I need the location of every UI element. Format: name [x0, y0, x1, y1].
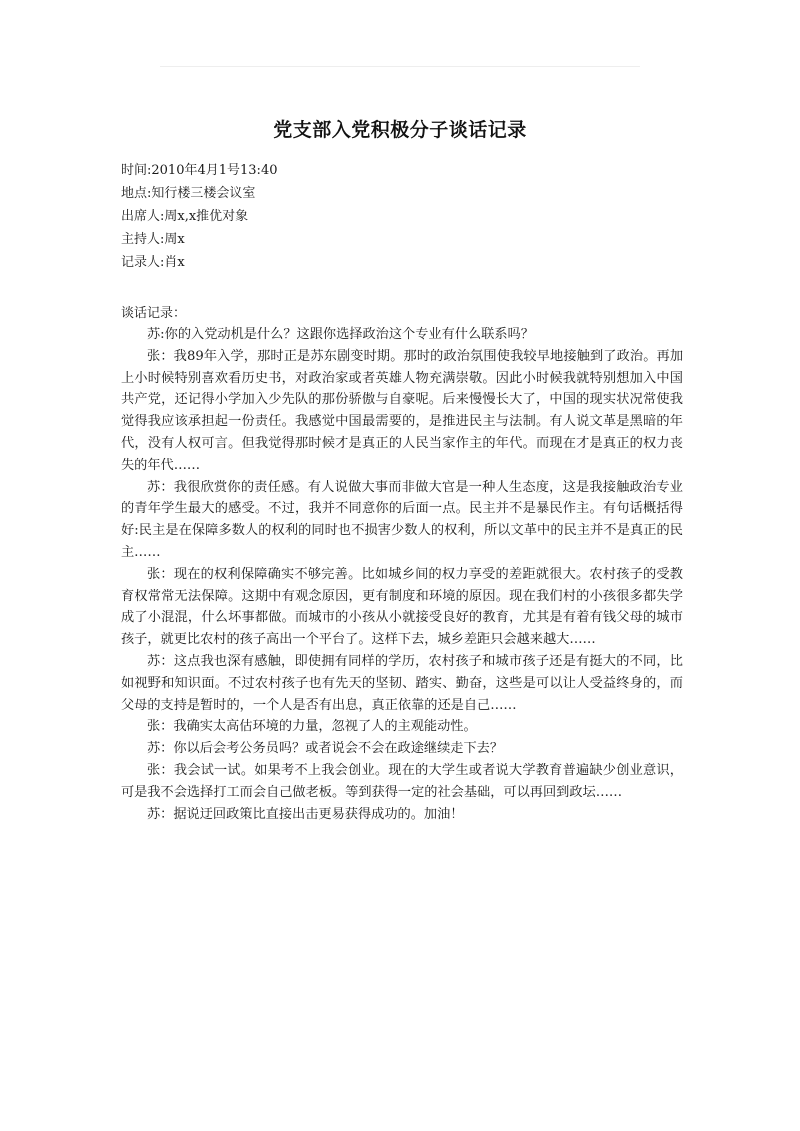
meeting-time — [121, 159, 681, 182]
meeting-attendees-label: 出席人: — [121, 209, 165, 224]
transcript-turn — [121, 324, 683, 346]
speaker-name: 张： — [147, 762, 174, 778]
meeting-time-value: 2010年4月1号13:40 — [151, 163, 278, 178]
meeting-location — [121, 182, 681, 205]
meeting-location-label: 地点: — [121, 186, 152, 201]
turn-text: 我89年入学，那时正是苏东剧变时期。那时的政治氛围使我较早地接触到了政治。再加上小时候特别喜欢看历史书，对政治家或者英雄人物充满崇敬。因此小时候我就特别想加入中国共产党，还记得小学加入少先队的那份骄傲与自豪呢。后来慢慢长大了，中国的现实状况常使我觉得我应该承担起一份责任。我感觉中国最需要的，是推进民主与法制。有人说文革是黑暗的年代，没有人权可言。但我觉得那时候才是真正的人民当家作主的年代。而现在才是真正的权力丧失的年代…… — [121, 348, 684, 473]
turn-text: 你的入党动机是什么？这跟你选择政治这个专业有什么联系吗？ — [164, 327, 534, 342]
turn-text: 现在的权利保障确实不够完善。比如城乡间的权力享受的差距就很大。农村孩子的受教育权常常无法保障。这期中有观念原因，更有制度和环境的原因。现在我们村的小孩很多都失学成了小混混，什么坏事都做。而城市的小孩从小就接受良好的教育，尤其是有着有钱父母的城市孩子，就更比农村的孩子高出一个平台了。这样下去，城乡差距只会越来越大…… — [121, 566, 683, 648]
transcript-turn — [121, 716, 683, 738]
meeting-recorder — [121, 251, 681, 274]
turn-text: 我会试一试。如果考不上我会创业。现在的大学生或者说大学教育普遍缺少创业意识，可是我不会选择打工而会自己做老板。等到获得一定的社会基础，可以再回到政坛…… — [121, 762, 683, 800]
meeting-info — [121, 159, 681, 274]
transcript-turn — [121, 804, 683, 826]
transcript-turn — [121, 738, 683, 760]
speaker-name: 苏： — [147, 741, 174, 757]
meeting-attendees — [121, 205, 681, 228]
transcript-turn — [121, 760, 683, 804]
meeting-host-label: 主持人: — [121, 232, 165, 247]
turn-text: 我确实太高估环境的力量，忽视了人的主观能动性。 — [173, 719, 477, 735]
transcript-turn — [121, 564, 683, 651]
speaker-name: 张： — [147, 719, 174, 735]
speaker-name: 张： — [147, 348, 174, 364]
speaker-name: 张： — [147, 566, 174, 582]
meeting-attendees-value: 周x,x推优对象 — [164, 209, 249, 224]
speaker-name: 苏: — [147, 327, 165, 342]
transcript-label: 谈话记录： — [121, 306, 187, 321]
transcript — [121, 303, 683, 825]
meeting-recorder-label: 记录人: — [121, 255, 165, 270]
meeting-host-value: 周x — [164, 232, 185, 247]
meeting-location-value: 知行楼三楼会议室 — [151, 186, 256, 201]
speaker-name: 苏： — [147, 653, 174, 669]
page-top-rule — [160, 66, 640, 67]
transcript-turn — [121, 346, 683, 477]
speaker-name: 苏： — [147, 479, 174, 495]
meeting-time-label: 时间: — [121, 163, 152, 178]
turn-text: 这点我也深有感触，即使拥有同样的学历，农村孩子和城市孩子还是有挺大的不同，比如视野和知识面。不过农村孩子也有先天的坚韧、踏实、勤奋，这些是可以让人受益终身的，而父母的支持是暂时的，一个人是否有出息，真正依靠的还是自己…… — [121, 653, 683, 713]
transcript-turn — [121, 477, 683, 564]
turn-text: 你以后会考公务员吗？或者说会不会在政途继续走下去？ — [173, 741, 504, 757]
meeting-host — [121, 228, 681, 251]
turn-text: 我很欣赏你的责任感。有人说做大事而非做大官是一种人生态度，这是我接触政治专业的青年学生最大的感受。不过，我并不同意你的后面一点。民主并不是暴民作主。有句话概括得好:民主是在保障多数人的权利的同时也不损害少数人的权利，所以文革中的民主并不是真正的民主…… — [121, 479, 683, 560]
transcript-turn — [121, 651, 683, 716]
turn-text: 据说迂回政策比直接出击更易获得成功的。加油！ — [173, 806, 464, 822]
document-title: 党支部入党积极分子谈话记录 — [273, 118, 527, 141]
meeting-recorder-value: 肖x — [164, 255, 185, 270]
speaker-name: 苏： — [147, 806, 174, 822]
